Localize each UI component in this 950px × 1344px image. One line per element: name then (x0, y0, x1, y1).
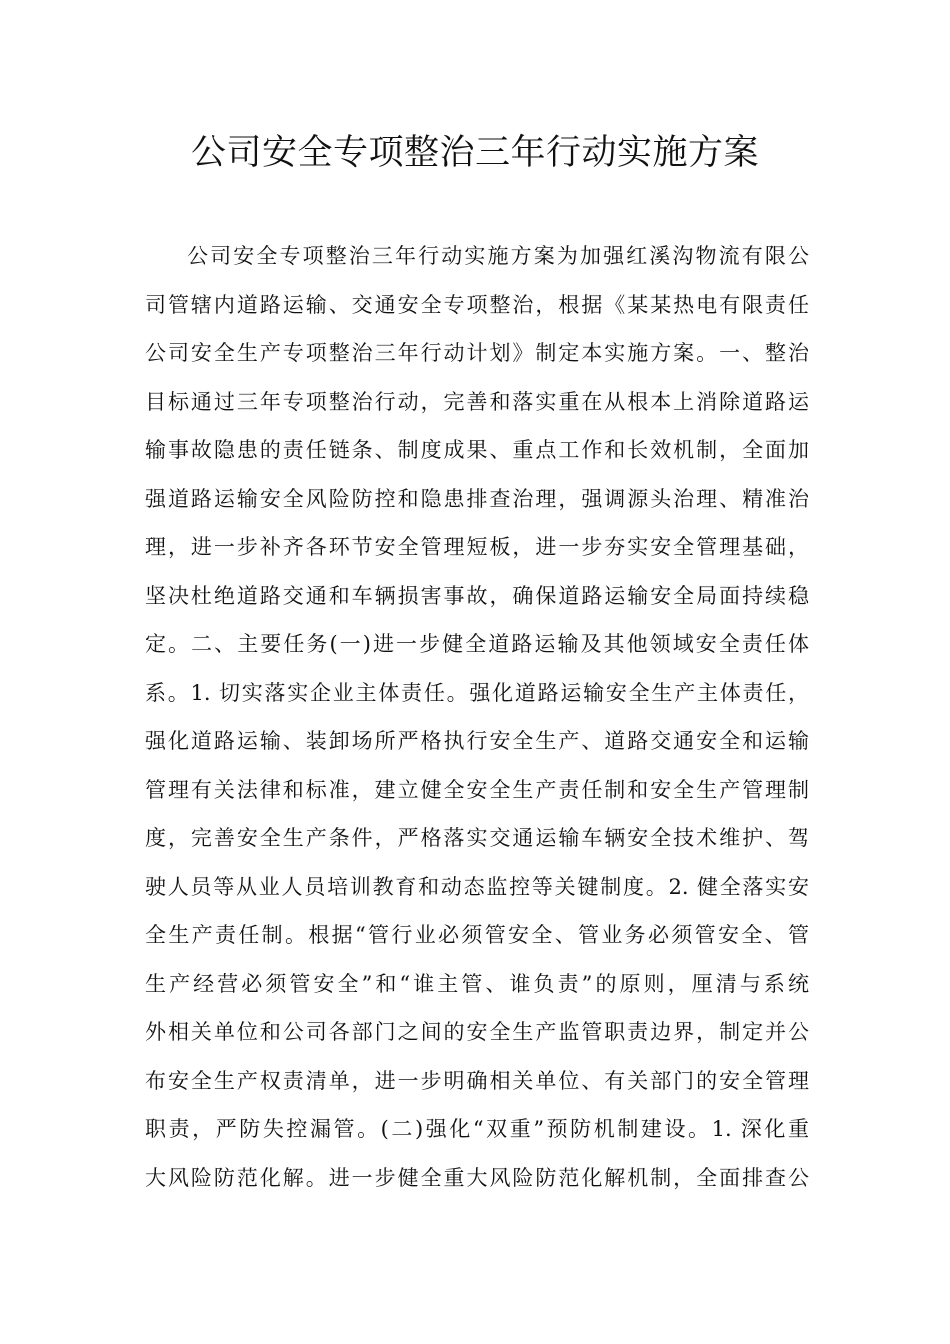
body-line: 生产经营必须管安全”和“谁主管、谁负责”的原则，厘清与系统 (145, 971, 809, 996)
body-line: 强道路运输安全风险防控和隐患排查治理，强调源头治理、精准治 (145, 486, 809, 511)
body-line: 坚决杜绝道路交通和车辆损害事故，确保道路运输安全局面持续稳 (145, 583, 809, 608)
body-line: 布安全生产权责清单，进一步明确相关单位、有关部门的安全管理 (145, 1068, 809, 1093)
body-line: 驶人员等从业人员培训教育和动态监控等关键制度。2. 健全落实安 (145, 874, 809, 899)
body-line: 输事故隐患的责任链条、制度成果、重点工作和长效机制，全面加 (145, 438, 809, 462)
document-title: 公司安全专项整治三年行动实施方案 (190, 133, 759, 173)
body-line: 大风险防范化解。进一步健全重大风险防范化解机制，全面排查公 (145, 1165, 809, 1190)
document-body (145, 232, 809, 1202)
body-line: 司管辖内道路运输、交通安全专项整治，根据《某某热电有限责任 (145, 292, 809, 317)
body-line: 全生产责任制。根据“管行业必须管安全、管业务必须管安全、管 (145, 923, 809, 947)
body-line: 度，完善安全生产条件，严格落实交通运输车辆安全技术维护、驾 (145, 826, 809, 850)
body-line: 职责，严防失控漏管。(二)强化“双重”预防机制建设。1. 深化重 (145, 1117, 809, 1141)
body-line: 公司安全专项整治三年行动实施方案为加强红溪沟物流有限公 (187, 244, 809, 268)
body-line: 强化道路运输、装卸场所严格执行安全生产、道路交通安全和运输 (145, 729, 809, 753)
body-line: 定。二、主要任务(一)进一步健全道路运输及其他领域安全责任体 (145, 632, 809, 656)
body-line: 目标通过三年专项整治行动，完善和落实重在从根本上消除道路运 (145, 389, 809, 414)
body-line: 管理有关法律和标准，建立健全安全生产责任制和安全生产管理制 (145, 777, 809, 802)
body-line: 理，进一步补齐各环节安全管理短板，进一步夯实安全管理基础， (145, 535, 809, 559)
body-line: 外相关单位和公司各部门之间的安全生产监管职责边界，制定并公 (145, 1020, 809, 1044)
body-line: 公司安全生产专项整治三年行动计划》制定本实施方案。一、整治 (145, 341, 809, 365)
body-line: 系。1. 切实落实企业主体责任。强化道路运输安全生产主体责任， (145, 680, 809, 705)
